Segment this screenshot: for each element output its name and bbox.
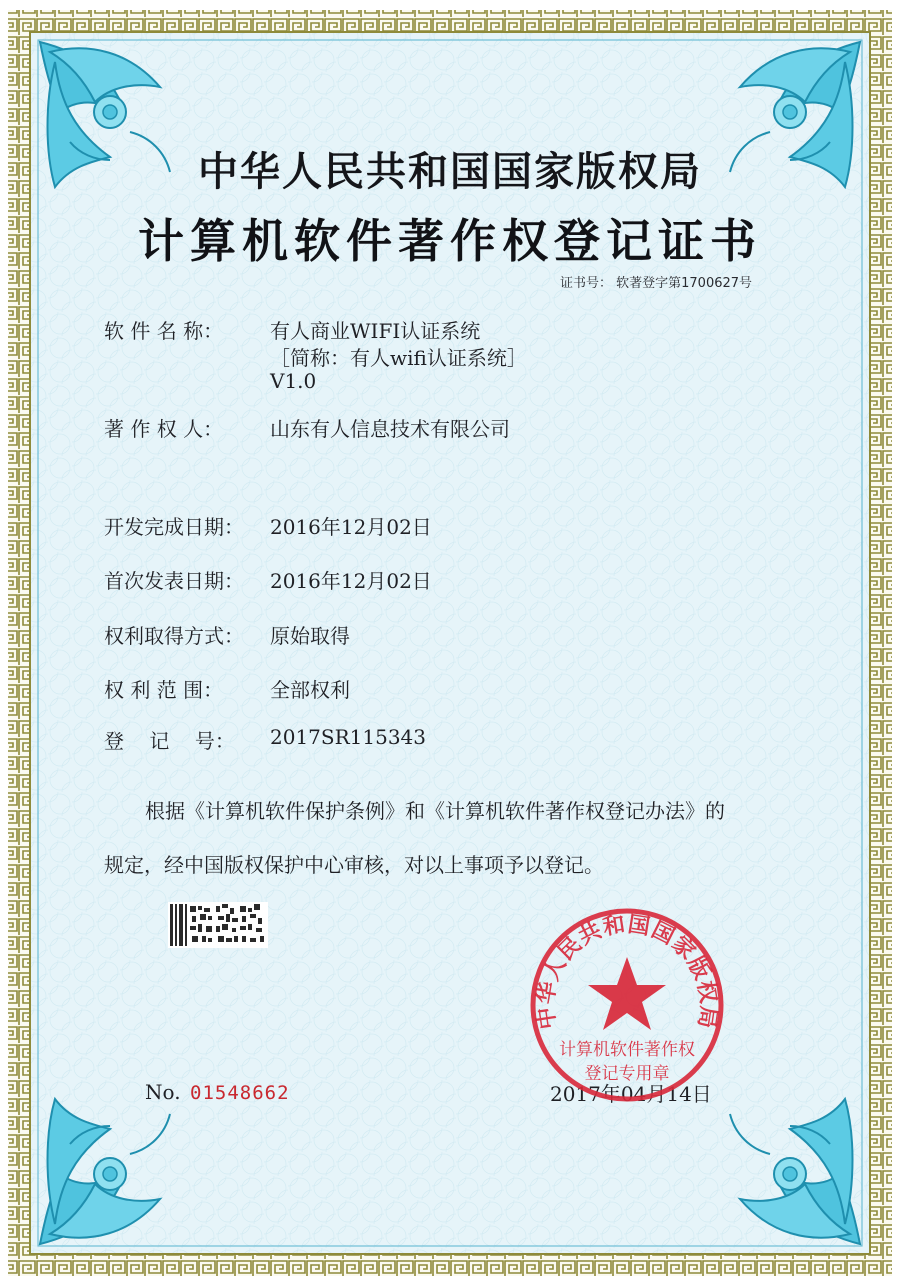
registration-number-value: 2017SR115343	[270, 725, 427, 749]
publish-date-value: 2016年12月02日	[270, 569, 432, 593]
dev-date-label: 开发完成日期：	[104, 515, 244, 539]
dev-date-value: 2016年12月02日	[270, 515, 432, 539]
issuer-title: 中华人民共和国国家版权局	[198, 148, 702, 195]
issue-date: 2017年04月14日	[550, 1082, 712, 1106]
serial-number-label: No.	[145, 1080, 181, 1104]
barcode-graphic	[168, 902, 268, 948]
body-text-line-1: 根据《计算机软件保护条例》和《计算机软件著作权登记办法》的	[145, 799, 725, 823]
acquire-method-value: 原始取得	[270, 624, 350, 648]
svg-text:登记专用章: 登记专用章	[584, 1064, 670, 1084]
svg-text:中华人民共和国国家版权局: 中华人民共和国国家版权局	[532, 911, 722, 1031]
software-name-value: 有人商业WIFI认证系统	[270, 319, 481, 343]
body-text-line-2: 规定，经中国版权保护中心审核，对以上事项予以登记。	[104, 853, 604, 877]
rights-scope-value: 全部权利	[270, 678, 350, 702]
owner-value: 山东有人信息技术有限公司	[270, 417, 510, 441]
svg-text:计算机软件著作权: 计算机软件著作权	[559, 1040, 695, 1060]
rights-scope-label: 权 利 范 围：	[104, 678, 224, 702]
software-version: V1.0	[270, 369, 317, 393]
registration-number-label: 登 记 号：	[104, 729, 235, 753]
certificate-title: 计算机软件著作权登记证书	[138, 214, 762, 268]
owner-label: 著 作 权 人：	[104, 417, 224, 441]
acquire-method-label: 权利取得方式：	[104, 624, 244, 648]
official-seal	[527, 905, 727, 1105]
software-short-name: ［简称：有人wifi认证系统］	[270, 346, 527, 370]
publish-date-label: 首次发表日期：	[104, 569, 244, 593]
serial-number-value: 01548662	[190, 1082, 290, 1104]
software-name-label: 软 件 名 称：	[104, 319, 224, 343]
certificate-number: 证书号： 软著登字第1700627号	[560, 276, 753, 291]
